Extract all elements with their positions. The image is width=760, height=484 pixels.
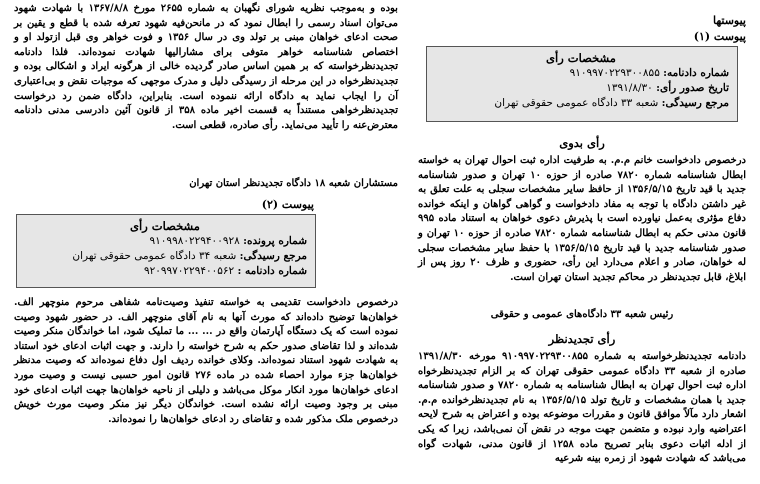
issue-date-label: تاریخ صدور رأی:	[656, 82, 729, 94]
left-column	[14, 0, 398, 484]
attachment-1-label: پیوست (۱)	[693, 30, 746, 43]
initial-ruling-text: درخصوص دادخواست خانم م.م. به طرفیت اداره ثبت احوال تهران به خواسته ابطال شناسنامه شماره ۷۸۲۰ صادره از حوزه ۱۰ تهران و صدور شناسنامه جدید با قید تاریخ ۱۳۵۶/۵/۱۵ از حافظ سایر مشخصات سجلی به علت تعلق به غیر داشتن دادگاه با توجه به مفاد دادخواست و گواهی گواهان و اینکه خوانده دفاع مؤثری به‌عمل نیاورده است با پذیرش دعوی خواهان به استناد ماده ۹۹۵ قانون مدنی حکم به ابطال شناسنامه شماره ۷۸۲۰ صادره از حوزه ۱۰ تهران و صدور شناسنامه جدید با قید تاریخ ۱۳۵۶/۵/۱۵ با حفظ سایر مشخصات سجلی له خواهان، صادر و اعلام می‌دارد این رأی، حضوری و ظرف ۲۰ روز پس از ابلاغ، قابل تجدیدنظر در محاکم تجدید استان تهران است.	[418, 155, 746, 283]
court-value: شعبه ۳۳ دادگاه عمومی حقوقی تهران	[494, 97, 659, 109]
ruling-number-value: ۹۲۰۹۹۷۰۲۲۹۴۰۰۵۶۲	[143, 265, 235, 277]
attachment-2-label: پیوست (۲)	[261, 198, 314, 211]
initial-ruling-title: رأی بدوی	[559, 136, 605, 150]
court-line	[23, 249, 307, 264]
ruling-number-line	[23, 264, 307, 279]
issue-date-line	[433, 81, 729, 96]
court-value: شعبه ۳۴ دادگاه عمومی حقوقی تهران	[72, 250, 237, 262]
claim-text: درخصوص دادخواست تقدیمی به خواسته تنفیذ وصیت‌نامه شفاهی مرحوم منوچهر الف. خواهان‌ها توضیح داده‌اند که مورث آنها به نام آقای منوچهر الف. در حضور شهود وصیت نموده است که یک دستگاه آپارتمان واقع در ... ... ما تملیک شود، اما خواندگان منکر وصیت شده‌اند و لذا تقاضای صدور حکم به شرح خواسته را دارند. و جهت اثبات ادعای خود استناد به شهادت شهود استناد نموده‌اند. وکلای خوانده ردیف اول دفاع نموده‌اند که وصیت مدنظر خواهان‌ها جزء موارد احصاء شده در ماده ۲۷۶ قانون امور حسبی نیست و وصیت مورد ادعای خواهان‌ها مورد انکار موکل می‌باشد و دلیلی از ناحیه خواهان‌ها جهت اثبات ادعای خود مبنی بر وجود وصیت ارائه نشده است. خواندگان دیگر نیز منکر وصیت مورث خویش درخصوص ملک مذکور شده و تقاضای رد ادعای خواهان‌ها را نموده‌اند.	[14, 297, 398, 425]
issue-date-value: ۱۳۹۱/۸/۳۰	[606, 82, 653, 94]
appeal-ruling-title: رأی تجدیدنظر	[548, 332, 616, 346]
appeal-ruling-text: دادنامه تجدیدنظرخواسته به شماره ۹۱۰۹۹۷۰۲۲۹۳۰۰۸۵۵ مورخه ۱۳۹۱/۸/۳۰ صادره از شعبه ۳۳ دادگاه عمومی حقوقی تهران که بر الزام تجدیدنظرخواه اداره ثبت احوال تهران به ابطال شناسنامه به شماره ۷۸۲۰ و صدور شناسنامه جدید با همان مشخصات و تاریخ تولد ۱۳۵۶/۵/۱۵ به نام تجدیدنظرخوانده م.م. اشعار دارد مآلاً موافق قانون و مقررات موضوعه بوده و اعتراض به شرح لایحه اعتراضیه وارد نبوده و متضمن جهت موجه در نقض آن نمی‌باشد، زیرا که یکی از ادله اثبات دعوی بنابر تصریح ماده ۱۲۵۸ از قانون مدنی، شهادت گواه می‌باشد که شهادت شهود از زمره بینه شرعیه	[418, 351, 747, 465]
ruling-details-box-2	[16, 214, 316, 288]
continuation-text: بوده و به‌موجب نظریه شورای نگهبان به شماره ۲۶۵۵ مورخ ۱۳۶۷/۸/۸ با شهادت شهود می‌توان اسناد رسمی را ابطال نمود که در مانحن‌فیه شهود تعرفه شده با قطع و یقین بر صحت ادعای خواهان مبنی بر تولد وی در سال ۱۳۵۶ و فوت خواهر وی قبل ازتولد او و اختصاص شناسنامه خواهر متوفی برای مشارالیها شهادت نموده‌اند. فلذا دادنامه تجدیدنظرخواسته که بر همین اساس صادر گردیده خالی از هرگونه ایراد و اشکالی بوده و تجدیدنظرخواه در این مرحله از رسیدگی دلیل و مدرک موجهی که موجبات نقض و بی‌اعتباری آن را ایجاب نماید به دادگاه ارائه ننموده است. بنابراین، دادگاه ضمن رد درخواست تجدیدنظرخواهی مستنداً به قسمت اخیر ماده ۳۵۸ از قانون آئین دادرسی مدنی دادنامه معترض‌عنه را تأیید می‌نماید. رأی صادره، قطعی است.	[14, 3, 399, 131]
attachments-heading: پیوستها	[712, 14, 746, 27]
ruling-number-line	[433, 66, 729, 81]
initial-ruling-signature: رئیس شعبه ۳۳ دادگاه‌های عمومی و حقوقی	[490, 309, 674, 320]
ruling-number-label: شماره دادنامه:	[663, 67, 729, 79]
box-title: مشخصات رأی	[130, 219, 200, 233]
box-title: مشخصات رأی	[546, 51, 616, 65]
court-line	[433, 96, 729, 111]
right-column	[418, 0, 746, 484]
ruling-details-box-1	[426, 46, 738, 122]
court-label: مرجع رسیدگی:	[239, 250, 307, 262]
case-number-value: ۹۱۰۹۹۸۰۲۲۹۴۰۰۹۲۸	[149, 235, 240, 247]
continuation-signature: مستشاران شعبه ۱۸ دادگاه تجدیدنظر استان تهران	[189, 178, 398, 189]
court-label: مرجع رسیدگی:	[661, 97, 729, 109]
case-number-label: شماره پرونده:	[243, 235, 307, 247]
ruling-number-label: شماره دادنامه :	[237, 265, 307, 277]
case-number-line	[23, 234, 307, 249]
ruling-number-value: ۹۱۰۹۹۷۰۲۲۹۳۰۰۸۵۵	[569, 67, 660, 79]
